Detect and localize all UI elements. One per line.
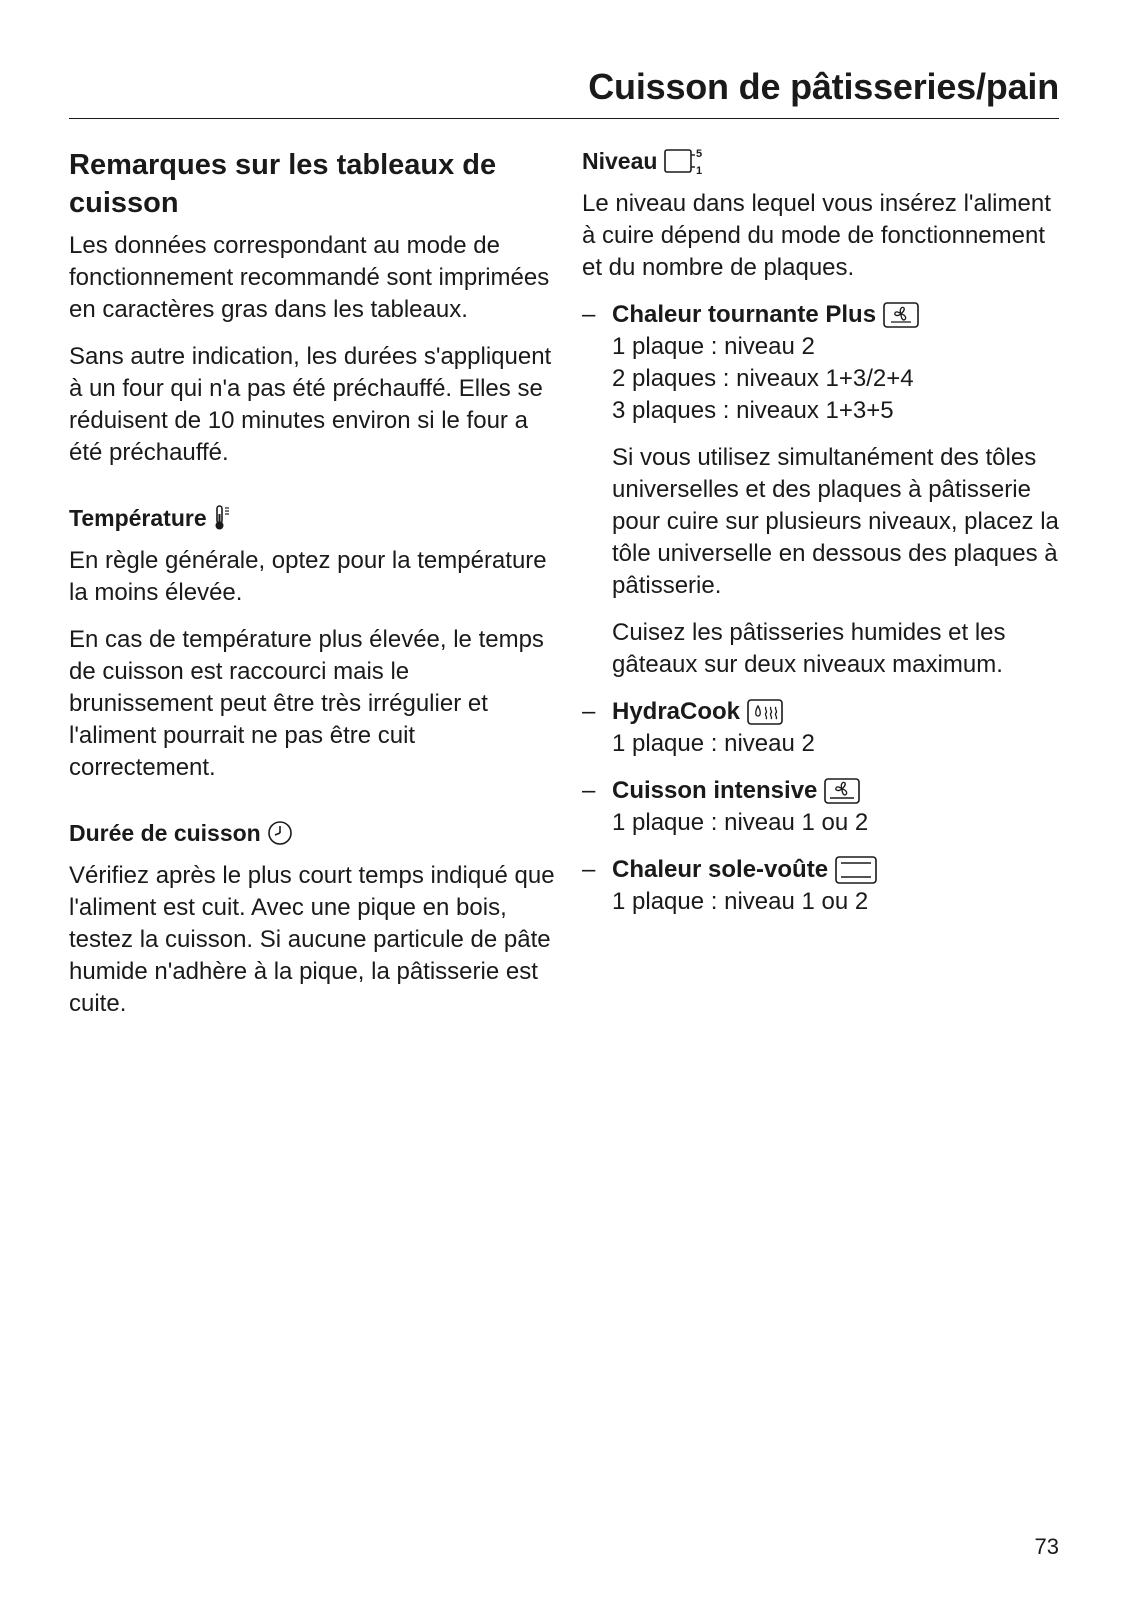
mode-item: [582, 299, 1062, 681]
mode-line: 2 plaques : niveaux 1+3/2+4: [612, 365, 914, 392]
mode-heading: [612, 696, 1062, 728]
paragraph-duration: Vérifiez après le plus court temps indiqué que l'aliment est cuit. Avec une pique en bois, testez la cuisson. Si aucune particule de pâte humide n'adhère à la pique, la pâtisserie est cuite.: [69, 862, 555, 1017]
section-heading: Remarques sur les tableaux de cuisson: [69, 149, 497, 219]
mode-line: 1 plaque : niveau 2: [612, 730, 815, 757]
top-bottom-heat-icon: [834, 855, 878, 885]
paragraph-temperature-2: En cas de température plus élevée, le temps de cuisson est raccourci mais le brunissement peut être très irrégulier et l'aliment pourrait ne pas être cuit correctement.: [69, 626, 544, 781]
left-column: [69, 146, 559, 1035]
list-dash: –: [582, 698, 596, 725]
mode-line: 1 plaque : niveau 2: [612, 333, 815, 360]
paragraph-level: Le niveau dans lequel vous insérez l'aliment à cuire dépend du mode de fonctionnement et du nombre de plaques.: [582, 190, 1051, 281]
mode-heading: [612, 854, 1062, 886]
mode-line: 1 plaque : niveau 1 ou 2: [612, 888, 869, 915]
mode-item: [582, 854, 1062, 918]
fan-icon: [882, 301, 920, 329]
thermometer-icon: [213, 504, 233, 532]
paragraph-temperature-1: En règle générale, optez pour la température la moins élevée.: [69, 547, 547, 606]
page-title: Cuisson de pâtisseries/pain: [588, 66, 1059, 107]
mode-note: Si vous utilisez simultanément des tôles universelles et des plaques à pâtisserie pour cuire sur plusieurs niveaux, placez la tôle universelle en dessous des plaques à pâtisserie.: [612, 444, 1059, 599]
level-title: Niveau: [582, 148, 658, 174]
mode-name: HydraCook: [612, 698, 741, 725]
temperature-title: Température: [69, 505, 207, 531]
right-column: [582, 146, 1062, 933]
list-dash: –: [582, 777, 596, 804]
temperature-heading: [69, 503, 559, 533]
modes-list: [582, 299, 1062, 918]
mode-item: [582, 775, 1062, 839]
mode-line: 3 plaques : niveaux 1+3+5: [612, 397, 894, 424]
mode-item: [582, 696, 1062, 760]
mode-name: Chaleur tournante Plus: [612, 301, 877, 328]
clock-icon: [267, 820, 293, 846]
mode-name: Cuisson intensive: [612, 777, 818, 804]
mode-heading: [612, 299, 1062, 331]
duration-heading: [69, 818, 559, 848]
mode-name: Chaleur sole-voûte: [612, 856, 829, 883]
paragraph-recommended-mode: Les données correspondant au mode de fonctionnement recommandé sont imprimées en caractères gras dans les tableaux.: [69, 232, 550, 323]
mode-heading: [612, 775, 1062, 807]
mode-line: 1 plaque : niveau 1 ou 2: [612, 809, 869, 836]
level-heading: [582, 146, 1062, 176]
list-dash: –: [582, 301, 596, 328]
steam-icon: [746, 698, 784, 726]
list-dash: –: [582, 856, 596, 883]
level-icon-bottom: 1: [696, 165, 703, 176]
page-header: [69, 64, 1059, 119]
intensive-icon: [823, 777, 861, 805]
level-icon: [663, 146, 707, 176]
paragraph-durations: Sans autre indication, les durées s'appliquent à un four qui n'a pas été préchauffé. Elles se réduisent de 10 minutes environ si le four a été préchauffé.: [69, 343, 552, 466]
duration-title: Durée de cuisson: [69, 820, 261, 846]
level-icon-top: 5: [696, 148, 703, 160]
mode-note: Cuisez les pâtisseries humides et les gâteaux sur deux niveaux maximum.: [612, 619, 1006, 678]
page-number: 73: [1034, 1534, 1059, 1559]
